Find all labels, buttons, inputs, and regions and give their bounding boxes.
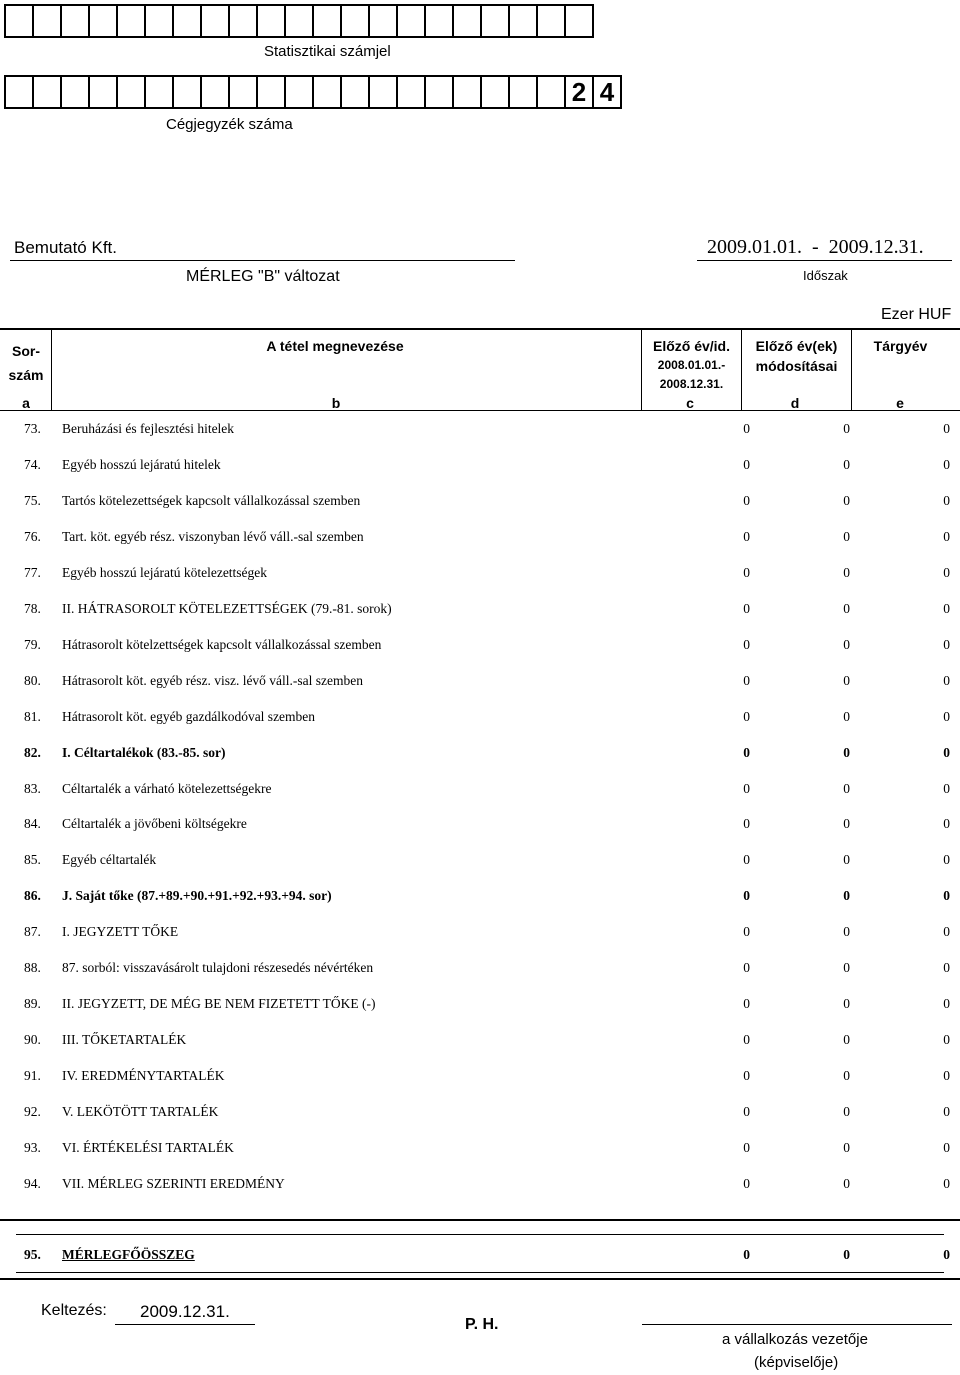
row-number: 83. bbox=[24, 780, 41, 796]
row-prev-year-value: 0 bbox=[743, 1140, 750, 1155]
reg-number-box: 4 bbox=[592, 75, 622, 109]
header-item-name: A tétel megnevezése bbox=[266, 338, 404, 354]
total-row bbox=[18, 1243, 952, 1267]
stat-number-box bbox=[60, 4, 90, 38]
row-modification-value: 0 bbox=[843, 1175, 850, 1191]
row-name: Hátrasorolt kötelzettségek kapcsolt vállalkozással szemben bbox=[62, 636, 382, 652]
row-prev-year-value: 0 bbox=[743, 996, 750, 1012]
row-name: I. Céltartalékok (83.-85. sor) bbox=[62, 744, 226, 760]
row-number: 90. bbox=[24, 1032, 41, 1048]
signature-line bbox=[642, 1324, 952, 1325]
row-modification-value: 0 bbox=[843, 528, 850, 544]
row-current-year-value: 0 bbox=[943, 1068, 950, 1084]
header-prev-year-line2: 2008.01.01.- bbox=[657, 358, 726, 372]
table-row bbox=[18, 1100, 952, 1124]
date-underline bbox=[115, 1324, 255, 1325]
row-name: VII. MÉRLEG SZERINTI EREDMÉNY bbox=[62, 1175, 285, 1191]
total-row-number: 95. bbox=[24, 1247, 41, 1262]
table-row bbox=[18, 669, 952, 693]
row-modification-value: 0 bbox=[843, 1140, 850, 1155]
row-number: 76. bbox=[24, 528, 41, 544]
row-prev-year-value: 0 bbox=[743, 564, 750, 580]
header-divider-2 bbox=[641, 328, 642, 411]
stamp-label: P. H. bbox=[465, 1316, 499, 1333]
row-name: V. LEKÖTÖTT TARTALÉK bbox=[62, 1104, 219, 1120]
row-current-year-value: 0 bbox=[943, 960, 950, 976]
total-top-border bbox=[0, 1219, 960, 1221]
row-prev-year-value: 0 bbox=[743, 744, 750, 760]
stat-number-boxes bbox=[4, 4, 594, 38]
company-name: Bemutató Kft. bbox=[14, 238, 117, 257]
row-modification-value: 0 bbox=[843, 852, 850, 868]
row-modification-value: 0 bbox=[843, 708, 850, 724]
row-name: J. Saját tőke (87.+89.+90.+91.+92.+93.+94. sor) bbox=[62, 888, 332, 904]
header-sorszam-line1: Sor- bbox=[12, 343, 40, 359]
stat-number-box bbox=[396, 4, 426, 38]
header-prev-year bbox=[643, 337, 740, 393]
table-row bbox=[18, 956, 952, 980]
row-name: 87. sorból: visszavásárolt tulajdoni részesedés névértéken bbox=[62, 960, 374, 976]
table-row bbox=[18, 453, 952, 477]
form-title: MÉRLEG "B" változat bbox=[186, 268, 340, 285]
row-current-year-value: 0 bbox=[943, 1104, 950, 1120]
reg-number-box bbox=[536, 75, 566, 109]
signer-title: a vállalkozás vezetője bbox=[722, 1331, 868, 1348]
table-row bbox=[18, 812, 952, 836]
total-row-current: 0 bbox=[943, 1247, 950, 1262]
reg-number-box bbox=[452, 75, 482, 109]
reg-number-box bbox=[200, 75, 230, 109]
row-current-year-value: 0 bbox=[943, 780, 950, 796]
stat-number-box bbox=[172, 4, 202, 38]
reg-number-box bbox=[256, 75, 286, 109]
row-modification-value: 0 bbox=[843, 492, 850, 508]
row-name: Tartós kötelezettségek kapcsolt vállalkozással szemben bbox=[62, 492, 361, 508]
row-number: 82. bbox=[24, 744, 41, 760]
total-row-mod: 0 bbox=[843, 1247, 850, 1262]
row-number: 93. bbox=[24, 1140, 41, 1155]
date-value: 2009.12.31. bbox=[140, 1302, 230, 1321]
table-row bbox=[18, 848, 952, 872]
total-top-border-inner bbox=[16, 1234, 944, 1235]
header-divider-4 bbox=[851, 328, 852, 411]
stat-number-box bbox=[116, 4, 146, 38]
row-prev-year-value: 0 bbox=[743, 421, 750, 436]
row-number: 85. bbox=[24, 852, 41, 868]
stat-number-box bbox=[4, 4, 34, 38]
row-number: 92. bbox=[24, 1104, 41, 1120]
stat-number-box bbox=[32, 4, 62, 38]
row-prev-year-value: 0 bbox=[743, 960, 750, 976]
col-letter-d: d bbox=[790, 395, 800, 411]
row-name: Beruházási és fejlesztési hitelek bbox=[62, 421, 235, 436]
table-top-border bbox=[0, 328, 960, 330]
row-prev-year-value: 0 bbox=[743, 636, 750, 652]
total-row-prev: 0 bbox=[743, 1247, 750, 1262]
stat-number-box bbox=[368, 4, 398, 38]
table-row bbox=[18, 777, 952, 801]
header-modifications-line2: módosításai bbox=[755, 358, 838, 374]
reg-number-box bbox=[116, 75, 146, 109]
stat-number-box bbox=[452, 4, 482, 38]
row-number: 86. bbox=[24, 888, 41, 904]
table-row bbox=[18, 884, 952, 908]
row-prev-year-value: 0 bbox=[743, 852, 750, 868]
row-modification-value: 0 bbox=[843, 636, 850, 652]
header-divider-3 bbox=[741, 328, 742, 411]
header-prev-year-line1: Előző év/id. bbox=[652, 338, 730, 354]
col-letter-c: c bbox=[686, 395, 694, 411]
row-number: 91. bbox=[24, 1068, 41, 1084]
reg-number-label: Cégjegyzék száma bbox=[166, 116, 293, 133]
period-underline bbox=[697, 260, 952, 261]
row-number: 74. bbox=[24, 456, 41, 472]
row-prev-year-value: 0 bbox=[743, 708, 750, 724]
stat-number-box bbox=[564, 4, 594, 38]
row-current-year-value: 0 bbox=[943, 636, 950, 652]
table-row bbox=[18, 561, 952, 585]
row-name: Céltartalék a várható kötelezettségekre bbox=[62, 780, 272, 796]
row-current-year-value: 0 bbox=[943, 1140, 950, 1155]
row-modification-value: 0 bbox=[843, 1068, 850, 1084]
row-name: Hátrasorolt köt. egyéb gazdálkodóval szemben bbox=[62, 708, 316, 724]
table-row bbox=[18, 992, 952, 1016]
header-modifications-line1: Előző év(ek) bbox=[755, 338, 838, 354]
row-prev-year-value: 0 bbox=[743, 1068, 750, 1084]
row-prev-year-value: 0 bbox=[743, 600, 750, 616]
header-prev-year-line3: 2008.12.31. bbox=[659, 377, 724, 391]
reg-number-box bbox=[396, 75, 426, 109]
col-letter-e: e bbox=[896, 395, 904, 411]
row-prev-year-value: 0 bbox=[743, 816, 750, 832]
table-row bbox=[18, 1028, 952, 1052]
row-current-year-value: 0 bbox=[943, 996, 950, 1012]
table-row bbox=[18, 1172, 952, 1196]
header-bottom-border bbox=[0, 410, 960, 411]
row-modification-value: 0 bbox=[843, 780, 850, 796]
stat-number-box bbox=[508, 4, 538, 38]
reg-number-box: 2 bbox=[564, 75, 594, 109]
reg-number-box bbox=[508, 75, 538, 109]
row-prev-year-value: 0 bbox=[743, 1175, 750, 1191]
stat-number-box bbox=[312, 4, 342, 38]
row-number: 73. bbox=[24, 421, 41, 436]
col-letter-a: a bbox=[22, 395, 30, 411]
period-label: Időszak bbox=[803, 268, 848, 283]
row-modification-value: 0 bbox=[843, 456, 850, 472]
reg-number-box bbox=[144, 75, 174, 109]
row-number: 87. bbox=[24, 924, 41, 940]
reg-number-box bbox=[312, 75, 342, 109]
table-row bbox=[18, 633, 952, 657]
row-current-year-value: 0 bbox=[943, 672, 950, 688]
row-number: 77. bbox=[24, 564, 41, 580]
row-modification-value: 0 bbox=[843, 888, 850, 904]
row-number: 79. bbox=[24, 636, 41, 652]
reg-number-box bbox=[424, 75, 454, 109]
row-name: II. HÁTRASOROLT KÖTELEZETTSÉGEK (79.-81. sorok) bbox=[62, 600, 392, 616]
row-modification-value: 0 bbox=[843, 1104, 850, 1120]
row-current-year-value: 0 bbox=[943, 1032, 950, 1048]
row-current-year-value: 0 bbox=[943, 528, 950, 544]
row-number: 94. bbox=[24, 1175, 41, 1191]
stat-number-box bbox=[144, 4, 174, 38]
reg-number-box bbox=[368, 75, 398, 109]
row-modification-value: 0 bbox=[843, 1032, 850, 1048]
row-name: Egyéb hosszú lejáratú kötelezettségek bbox=[62, 564, 268, 580]
table-row bbox=[18, 705, 952, 729]
row-modification-value: 0 bbox=[843, 564, 850, 580]
table-row bbox=[18, 597, 952, 621]
header-sorszam bbox=[4, 342, 48, 384]
row-name: II. JEGYZETT, DE MÉG BE NEM FIZETETT TŐKE (-) bbox=[62, 996, 376, 1012]
stat-number-box bbox=[340, 4, 370, 38]
row-modification-value: 0 bbox=[843, 924, 850, 940]
total-bottom-border bbox=[16, 1272, 944, 1273]
total-row-name: MÉRLEGFŐÖSSZEG bbox=[62, 1247, 195, 1262]
table-row bbox=[18, 1064, 952, 1088]
row-current-year-value: 0 bbox=[943, 456, 950, 472]
row-current-year-value: 0 bbox=[943, 708, 950, 724]
stat-number-box bbox=[228, 4, 258, 38]
period-value: 2009.01.01. - 2009.12.31. bbox=[707, 236, 924, 258]
row-number: 80. bbox=[24, 672, 41, 688]
row-name: Hátrasorolt köt. egyéb rész. visz. lévő váll.-sal szemben bbox=[62, 672, 364, 688]
row-current-year-value: 0 bbox=[943, 744, 950, 760]
reg-number-box bbox=[88, 75, 118, 109]
row-current-year-value: 0 bbox=[943, 600, 950, 616]
reg-number-boxes bbox=[4, 75, 622, 109]
row-modification-value: 0 bbox=[843, 672, 850, 688]
row-prev-year-value: 0 bbox=[743, 924, 750, 940]
reg-number-box bbox=[32, 75, 62, 109]
table-row bbox=[18, 1136, 952, 1160]
row-number: 78. bbox=[24, 600, 41, 616]
row-number: 84. bbox=[24, 816, 41, 832]
stat-number-label: Statisztikai számjel bbox=[264, 43, 391, 60]
row-name: VI. ÉRTÉKELÉSI TARTALÉK bbox=[62, 1140, 234, 1155]
stat-number-box bbox=[256, 4, 286, 38]
stat-number-box bbox=[284, 4, 314, 38]
row-name: IV. EREDMÉNYTARTALÉK bbox=[62, 1068, 225, 1084]
row-modification-value: 0 bbox=[843, 600, 850, 616]
row-prev-year-value: 0 bbox=[743, 888, 750, 904]
row-prev-year-value: 0 bbox=[743, 780, 750, 796]
reg-number-box bbox=[228, 75, 258, 109]
col-letter-b: b bbox=[331, 395, 341, 411]
row-prev-year-value: 0 bbox=[743, 1032, 750, 1048]
row-prev-year-value: 0 bbox=[743, 492, 750, 508]
row-number: 88. bbox=[24, 960, 41, 976]
row-number: 75. bbox=[24, 492, 41, 508]
row-name: Egyéb céltartalék bbox=[62, 852, 157, 868]
reg-number-box bbox=[340, 75, 370, 109]
table-row bbox=[18, 417, 952, 441]
reg-number-box bbox=[60, 75, 90, 109]
total-bottom-border-outer bbox=[0, 1278, 960, 1280]
row-modification-value: 0 bbox=[843, 996, 850, 1012]
stat-number-box bbox=[200, 4, 230, 38]
stat-number-box bbox=[480, 4, 510, 38]
header-divider-1 bbox=[51, 328, 52, 411]
row-name: I. JEGYZETT TŐKE bbox=[62, 924, 179, 940]
row-prev-year-value: 0 bbox=[743, 456, 750, 472]
table-row bbox=[18, 741, 952, 765]
row-number: 81. bbox=[24, 708, 41, 724]
row-current-year-value: 0 bbox=[943, 492, 950, 508]
unit-label: Ezer HUF bbox=[881, 306, 952, 323]
table-row bbox=[18, 525, 952, 549]
row-modification-value: 0 bbox=[843, 421, 850, 436]
header-current-year: Tárgyév bbox=[873, 338, 928, 354]
reg-number-box bbox=[480, 75, 510, 109]
row-prev-year-value: 0 bbox=[743, 672, 750, 688]
reg-number-box bbox=[284, 75, 314, 109]
stat-number-box bbox=[424, 4, 454, 38]
row-modification-value: 0 bbox=[843, 744, 850, 760]
row-current-year-value: 0 bbox=[943, 564, 950, 580]
row-current-year-value: 0 bbox=[943, 888, 950, 904]
reg-number-box bbox=[4, 75, 34, 109]
row-current-year-value: 0 bbox=[943, 816, 950, 832]
row-prev-year-value: 0 bbox=[743, 1104, 750, 1120]
row-modification-value: 0 bbox=[843, 816, 850, 832]
row-name: Egyéb hosszú lejáratú hitelek bbox=[62, 456, 221, 472]
table-row bbox=[18, 489, 952, 513]
row-name: Tart. köt. egyéb rész. viszonyban lévő váll.-sal szemben bbox=[62, 528, 364, 544]
stat-number-box bbox=[88, 4, 118, 38]
row-name: III. TŐKETARTALÉK bbox=[62, 1032, 187, 1048]
header-modifications bbox=[743, 337, 850, 375]
row-number: 89. bbox=[24, 996, 41, 1012]
row-prev-year-value: 0 bbox=[743, 528, 750, 544]
date-label: Keltezés: bbox=[41, 1302, 107, 1319]
company-name-underline bbox=[10, 260, 515, 261]
stat-number-box bbox=[536, 4, 566, 38]
row-current-year-value: 0 bbox=[943, 421, 950, 436]
signer-subtitle: (képviselője) bbox=[754, 1354, 839, 1371]
row-name: Céltartalék a jövőbeni költségekre bbox=[62, 816, 247, 832]
row-current-year-value: 0 bbox=[943, 1175, 950, 1191]
row-current-year-value: 0 bbox=[943, 852, 950, 868]
row-current-year-value: 0 bbox=[943, 924, 950, 940]
row-modification-value: 0 bbox=[843, 960, 850, 976]
table-row bbox=[18, 920, 952, 944]
reg-number-box bbox=[172, 75, 202, 109]
header-sorszam-line2: szám bbox=[8, 367, 44, 383]
